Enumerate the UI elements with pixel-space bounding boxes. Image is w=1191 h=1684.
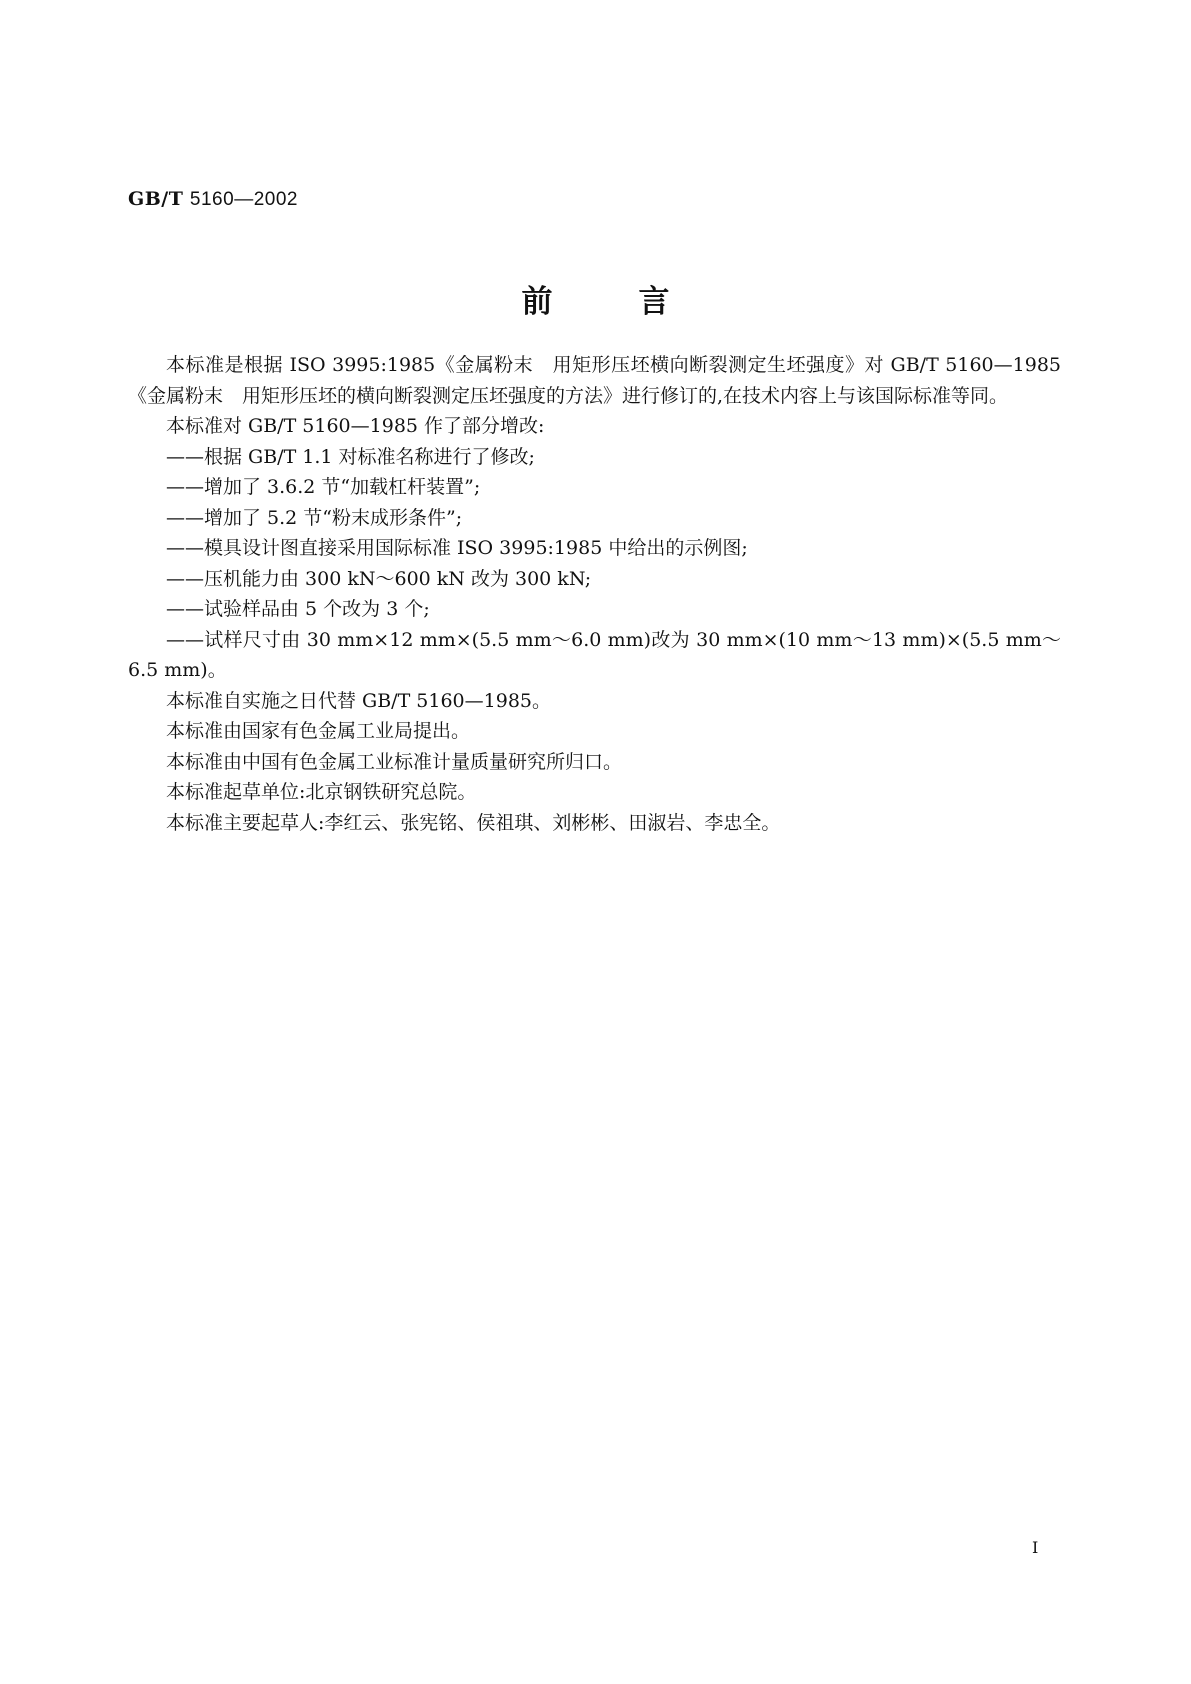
list-item-change: ——模具设计图直接采用国际标准 ISO 3995:1985 中给出的示例图; — [166, 537, 748, 559]
paragraph-drafting-unit: 本标准起草单位:北京钢铁研究总院。 — [166, 781, 477, 803]
list-item-change: ——增加了 5.2 节“粉末成形条件”; — [166, 506, 463, 529]
list-item-change: ——试验样品由 5 个改为 3 个; — [166, 598, 430, 620]
paragraph-replacement: 本标准自实施之日代替 GB/T 5160—1985。 — [166, 689, 552, 712]
paragraph-proposer: 本标准由国家有色金属工业局提出。 — [166, 720, 471, 742]
paragraph-drafters: 本标准主要起草人:李红云、张宪铭、侯祖琪、刘彬彬、田淑岩、李忠全。 — [166, 811, 781, 834]
paragraph-changes-lead: 本标准对 GB/T 5160—1985 作了部分增改: — [166, 415, 545, 437]
standard-number: 5160—2002 — [189, 189, 298, 210]
foreword-body — [128, 350, 1061, 838]
page-title: 前言 — [521, 284, 756, 320]
list-item-change: ——压机能力由 300 kN～600 kN 改为 300 kN; — [166, 567, 592, 590]
standard-code-header — [128, 188, 298, 211]
list-item-change: ——试样尺寸由 30 mm×12 mm×(5.5 mm～6.0 mm)改为 30 mm×(10 mm～13 mm)×(5.5 mm～6.5 mm)。 — [128, 628, 1061, 681]
paragraph-intro: 本标准是根据 ISO 3995:1985《金属粉末 用矩形压坯横向断裂测定生坯强度》对 GB/T 5160—1985《金属粉末 用矩形压坯的横向断裂测定压坯强度的方法》进行修订的,在技术内容上与该国际标准等同。 — [128, 354, 1061, 407]
standard-prefix: GB/T — [128, 188, 184, 210]
list-item-change: ——根据 GB/T 1.1 对标准名称进行了修改; — [166, 445, 535, 468]
paragraph-administrator: 本标准由中国有色金属工业标准计量质量研究所归口。 — [166, 750, 623, 773]
page-number: I — [1032, 1538, 1039, 1557]
list-item-change: ——增加了 3.6.2 节“加载杠杆装置”; — [166, 476, 481, 498]
